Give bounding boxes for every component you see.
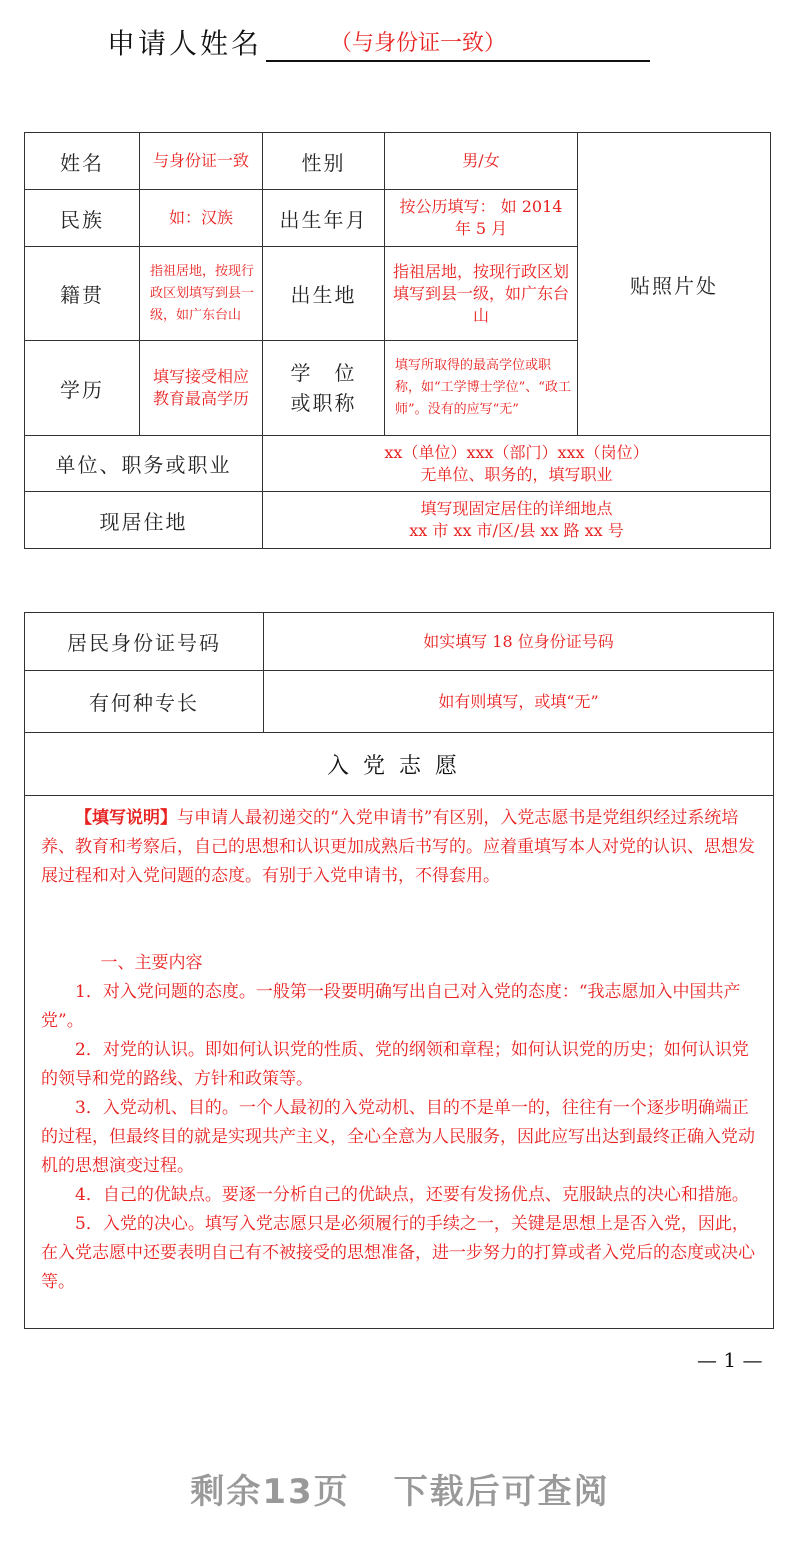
address-label: 现居住地 <box>25 492 263 549</box>
id-number-label: 居民身份证号码 <box>25 613 264 671</box>
specialty-value[interactable]: 如有则填写，或填“无” <box>264 671 774 733</box>
education-label: 学历 <box>25 341 140 436</box>
specialty-label: 有何种专长 <box>25 671 264 733</box>
birth-date-value[interactable]: 按公历填写： 如 2014 年 5 月 <box>385 190 578 247</box>
education-value[interactable]: 填写接受相应教育最高学历 <box>140 341 263 436</box>
instruction-note-title: 【填写说明】 <box>75 808 177 828</box>
download-hint-text: 下载后可查阅 <box>393 1472 610 1512</box>
section-title: 入党志愿 <box>25 733 774 796</box>
name-label: 姓名 <box>25 133 140 190</box>
photo-placeholder[interactable]: 贴照片处 <box>578 133 771 436</box>
applicant-name-header <box>107 22 650 62</box>
applicant-name-field[interactable]: （与身份证一致） <box>266 28 650 62</box>
content-heading: 一、主要内容 <box>100 953 203 973</box>
remaining-pages-text: 剩余13页 <box>190 1472 350 1512</box>
birth-date-label: 出生年月 <box>263 190 385 247</box>
essay-area[interactable] <box>25 796 774 1329</box>
ethnic-value[interactable]: 如：汉族 <box>140 190 263 247</box>
content-item-3: 3．入党动机、目的。一个人最初的入党动机、目的不是单一的，往往有一个逐步明确端正的过程，但最终目的就是实现共产主义，全心全意为人民服务，因此应写出达到最终正确入党动机的思想演变过程。 <box>41 1098 755 1176</box>
degree-label-line1: 学 位 <box>290 361 357 385</box>
content-item-5: 5．入党的决心。填写入党志愿只是必须履行的手续之一，关键是思想上是否入党，因此，在入党志愿中还要表明自己有不被接受的思想准备，进一步努力的打算或者入党后的态度或决心等。 <box>41 1214 755 1292</box>
native-place-label: 籍贯 <box>25 247 140 341</box>
address-value[interactable] <box>263 492 771 549</box>
personal-info-table <box>24 132 771 549</box>
instruction-note <box>41 804 759 891</box>
name-value[interactable]: 与身份证一致 <box>140 133 263 190</box>
work-label: 单位、职务或职业 <box>25 436 263 492</box>
work-value-line2: 无单位、职务的，填写职业 <box>420 464 613 484</box>
gender-label: 性别 <box>263 133 385 190</box>
address-value-line1: 填写现固定居住的详细地点 <box>420 499 613 518</box>
degree-label-line2: 或职称 <box>290 391 357 415</box>
instruction-note-text: 与申请人最初递交的“入党申请书”有区别，入党志愿书是党组织经过系统培养、教育和考察后，自己的思想和认识更加成熟后书写的。应着重填写本人对党的认识、思想发展过程和对入党问题的态度。有别于入党申请书，不得套用。 <box>41 808 755 886</box>
content-item-1: 1．对入党问题的态度。一般第一段要明确写出自己对入党的态度：“我志愿加入中国共产党”。 <box>41 982 741 1031</box>
id-number-value[interactable]: 如实填写 18 位身份证号码 <box>264 613 774 671</box>
degree-label <box>263 341 385 436</box>
ethnic-label: 民族 <box>25 190 140 247</box>
gender-value[interactable]: 男/女 <box>385 133 578 190</box>
native-place-value[interactable]: 指祖居地，按现行政区划填写到县一级，如广东台山 <box>140 247 263 341</box>
work-value-line1: xx（单位）xxx（部门）xxx（岗位） <box>384 442 649 462</box>
work-value[interactable] <box>263 436 771 492</box>
applicant-name-label: 申请人姓名 <box>107 27 263 60</box>
content-item-4: 4．自己的优缺点。要逐一分析自己的优缺点，还要有发扬优点、克服缺点的决心和措施。 <box>75 1185 749 1205</box>
application-table <box>24 612 774 1329</box>
degree-value[interactable]: 填写所取得的最高学位或职称，如“工学博士学位”、“政工师”。没有的应写“无” <box>385 341 578 436</box>
page-number: — 1 — <box>697 1348 763 1372</box>
address-value-line2: xx 市 xx 市/区/县 xx 路 xx 号 <box>409 521 624 540</box>
birthplace-value[interactable]: 指祖居地，按现行政区划填写到县一级，如广东台山 <box>385 247 578 341</box>
birthplace-label: 出生地 <box>263 247 385 341</box>
download-banner[interactable] <box>0 1464 800 1513</box>
content-item-2: 2．对党的认识。即如何认识党的性质、党的纲领和章程；如何认识党的历史；如何认识党的领导和党的路线、方针和政策等。 <box>41 1040 749 1089</box>
